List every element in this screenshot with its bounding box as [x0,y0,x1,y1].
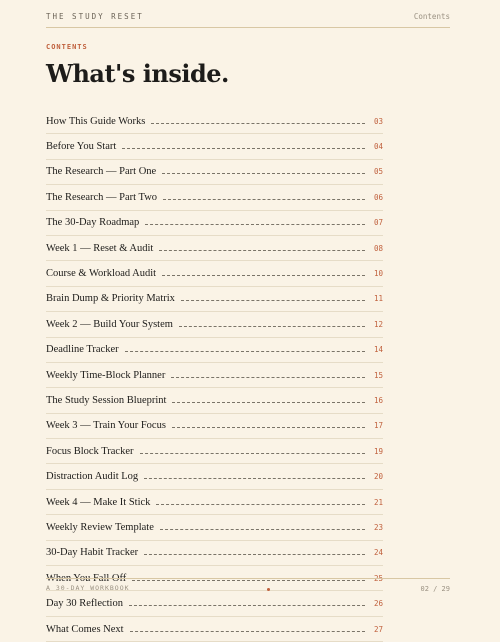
toc-entry[interactable] [46,363,383,388]
toc-entry-title: Week 1 — Reset & Audit [46,242,154,254]
toc-entry-title: What Comes Next [46,623,124,635]
toc-entry[interactable] [46,388,383,413]
toc-leader-line [140,453,366,454]
toc-entry[interactable] [46,541,383,566]
toc-entry[interactable] [46,185,383,210]
toc-leader-line [129,605,365,606]
toc-entry[interactable] [46,338,383,363]
toc-entry-title: Before You Start [46,141,117,153]
toc-entry-page: 26 [373,599,383,609]
toc-entry-title: Week 2 — Build Your System [46,318,173,330]
toc-entry[interactable] [46,464,383,489]
toc-leader-line [156,504,365,505]
toc-entry-page: 27 [373,624,383,634]
toc-entry[interactable] [46,109,383,134]
toc-entry-title: Day 30 Reflection [46,598,123,610]
toc-entry[interactable] [46,261,383,286]
toc-entry-page: 16 [373,395,383,405]
toc-leader-line [144,554,365,555]
toc-entry-page: 15 [373,370,383,380]
toc-entry-title: 30-Day Habit Tracker [46,547,139,559]
toc-leader-line [172,402,365,403]
page-header [46,12,450,28]
toc-entry-title: Course & Workload Audit [46,268,157,280]
toc-entry-page: 04 [373,142,383,152]
toc-entry-page: 17 [373,421,383,431]
toc-entry[interactable] [46,515,383,540]
toc-entry-page: 19 [373,446,383,456]
section-label[interactable]: Contents [413,12,450,21]
toc-entry[interactable] [46,211,383,236]
page-title: What's inside. [46,59,229,88]
toc-entry-page: 25 [373,573,383,583]
toc-leader-line [172,427,365,428]
toc-leader-line [145,224,365,225]
toc-entry[interactable] [46,287,383,312]
toc-entry-page: 24 [373,548,383,558]
toc-entry-page: 03 [373,116,383,126]
toc-entry-page: 05 [373,167,383,177]
toc-entry[interactable] [46,591,383,616]
toc-leader-line [122,148,365,149]
toc-entry-title: Weekly Time-Block Planner [46,369,166,381]
toc-entry-title: Weekly Review Template [46,521,154,533]
toc-entry-title: How This Guide Works [46,115,146,127]
toc-entry-page: 20 [373,472,383,482]
toc-leader-line [163,199,365,200]
toc-leader-line [159,250,365,251]
toc-leader-line [171,377,365,378]
page-number: 02 / 29 [420,585,450,593]
toc-entry-title: Deadline Tracker [46,344,119,356]
toc-entry-title: Week 3 — Train Your Focus [46,420,166,432]
toc-entry-page: 07 [373,218,383,228]
toc-leader-line [125,351,365,352]
toc-entry[interactable] [46,312,383,337]
toc-leader-line [179,326,365,327]
toc-leader-line [160,529,365,530]
toc-entry-page: 10 [373,269,383,279]
toc-entry[interactable] [46,490,383,515]
toc-entry-title: When You Fall Off [46,572,127,584]
toc-entry-title: The Study Session Blueprint [46,394,167,406]
toc-entry-page: 11 [373,294,383,304]
toc-entry-page: 14 [373,345,383,355]
toc-entry[interactable] [46,439,383,464]
toc-entry[interactable] [46,160,383,185]
toc-entry[interactable] [46,236,383,261]
toc-entry-page: 21 [373,497,383,507]
toc-entry[interactable] [46,134,383,159]
footer-dot-icon [267,588,270,591]
toc-entry-title: Week 4 — Make It Stick [46,496,151,508]
toc-leader-line [162,275,365,276]
toc-entry-title: The Research — Part Two [46,191,158,203]
section-eyebrow: CONTENTS [46,43,88,51]
toc-entry-page: 23 [373,522,383,532]
toc-leader-line [130,631,365,632]
toc-leader-line [181,300,365,301]
toc-entry-title: Brain Dump & Priority Matrix [46,293,175,305]
toc-entry[interactable] [46,414,383,439]
toc-leader-line [151,123,365,124]
toc-entry-page: 06 [373,192,383,202]
toc-entry-page: 08 [373,243,383,253]
table-of-contents [46,109,383,642]
brand-name: THE STUDY RESET [46,12,144,21]
toc-entry-title: Focus Block Tracker [46,445,134,457]
toc-entry-title: The Research — Part One [46,166,157,178]
toc-leader-line [162,173,365,174]
toc-entry-page: 12 [373,319,383,329]
toc-leader-line [144,478,365,479]
page-footer [46,578,450,595]
footer-subtitle: A 30-DAY WORKBOOK [46,584,130,592]
toc-entry-title: Distraction Audit Log [46,471,139,483]
toc-entry-title: The 30-Day Roadmap [46,217,140,229]
